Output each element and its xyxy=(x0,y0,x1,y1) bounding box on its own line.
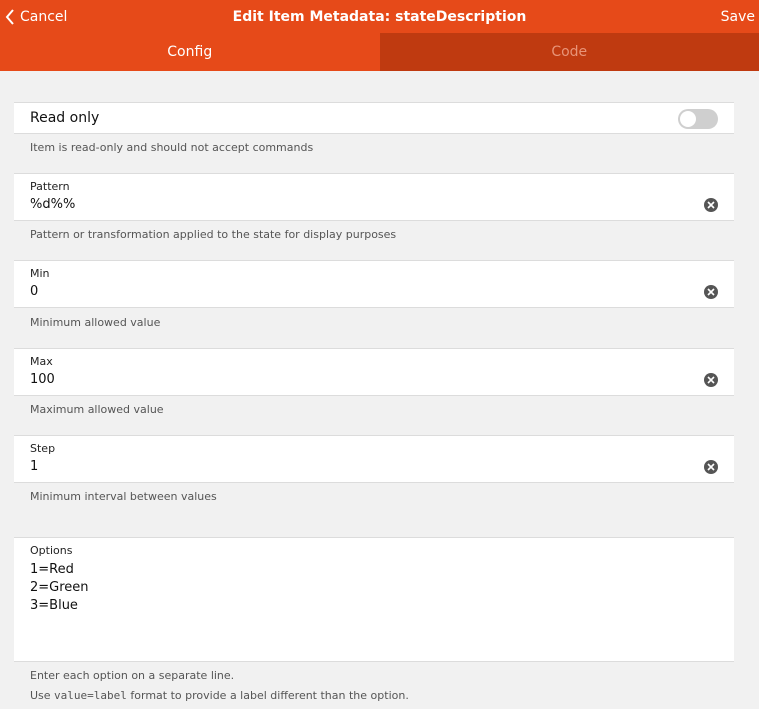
pattern-input[interactable] xyxy=(30,197,670,212)
step-label: Step xyxy=(30,442,56,455)
max-hint: Maximum allowed value xyxy=(30,403,164,416)
tab-bar xyxy=(0,33,759,71)
options-field xyxy=(14,537,734,662)
clear-pattern-button[interactable] xyxy=(704,198,718,212)
tab-config[interactable]: Config xyxy=(167,44,213,60)
read-only-label: Read only xyxy=(30,110,100,126)
close-icon xyxy=(707,288,715,296)
options-textarea[interactable]: 1=Red 2=Green 3=Blue xyxy=(30,562,89,613)
options-hint-line2 xyxy=(30,689,409,702)
chevron-left-icon xyxy=(5,9,15,25)
max-field xyxy=(14,348,734,396)
options-hint-code: value=label xyxy=(54,689,127,702)
close-icon xyxy=(707,201,715,209)
min-field xyxy=(14,260,734,308)
pattern-label: Pattern xyxy=(30,180,70,193)
cancel-label: Cancel xyxy=(20,8,68,25)
options-hint-prefix: Use xyxy=(30,689,55,702)
step-input[interactable] xyxy=(30,459,670,474)
read-only-row xyxy=(14,102,734,134)
close-icon xyxy=(707,463,715,471)
clear-max-button[interactable] xyxy=(704,373,718,387)
page-title: Edit Item Metadata: stateDescription xyxy=(232,8,527,25)
options-hint-line1: Enter each option on a separate line. xyxy=(30,669,235,682)
read-only-toggle[interactable] xyxy=(678,109,718,129)
step-hint: Minimum interval between values xyxy=(30,490,217,503)
cancel-button[interactable] xyxy=(5,0,67,33)
min-label: Min xyxy=(30,267,50,280)
clear-step-button[interactable] xyxy=(704,460,718,474)
min-hint: Minimum allowed value xyxy=(30,316,161,329)
save-button[interactable]: Save xyxy=(720,8,755,25)
options-hint-suffix: format to provide a label different than the option. xyxy=(126,689,409,702)
navbar xyxy=(0,0,759,33)
step-field xyxy=(14,435,734,483)
pattern-hint: Pattern or transformation applied to the state for display purposes xyxy=(30,228,397,241)
read-only-hint: Item is read-only and should not accept commands xyxy=(30,141,314,154)
max-input[interactable] xyxy=(30,372,670,387)
max-label: Max xyxy=(30,355,53,368)
options-label: Options xyxy=(30,544,73,557)
toggle-knob xyxy=(680,111,696,127)
tab-code[interactable]: Code xyxy=(380,33,759,71)
clear-min-button[interactable] xyxy=(704,285,718,299)
close-icon xyxy=(707,376,715,384)
pattern-field xyxy=(14,173,734,221)
min-input[interactable] xyxy=(30,284,670,299)
